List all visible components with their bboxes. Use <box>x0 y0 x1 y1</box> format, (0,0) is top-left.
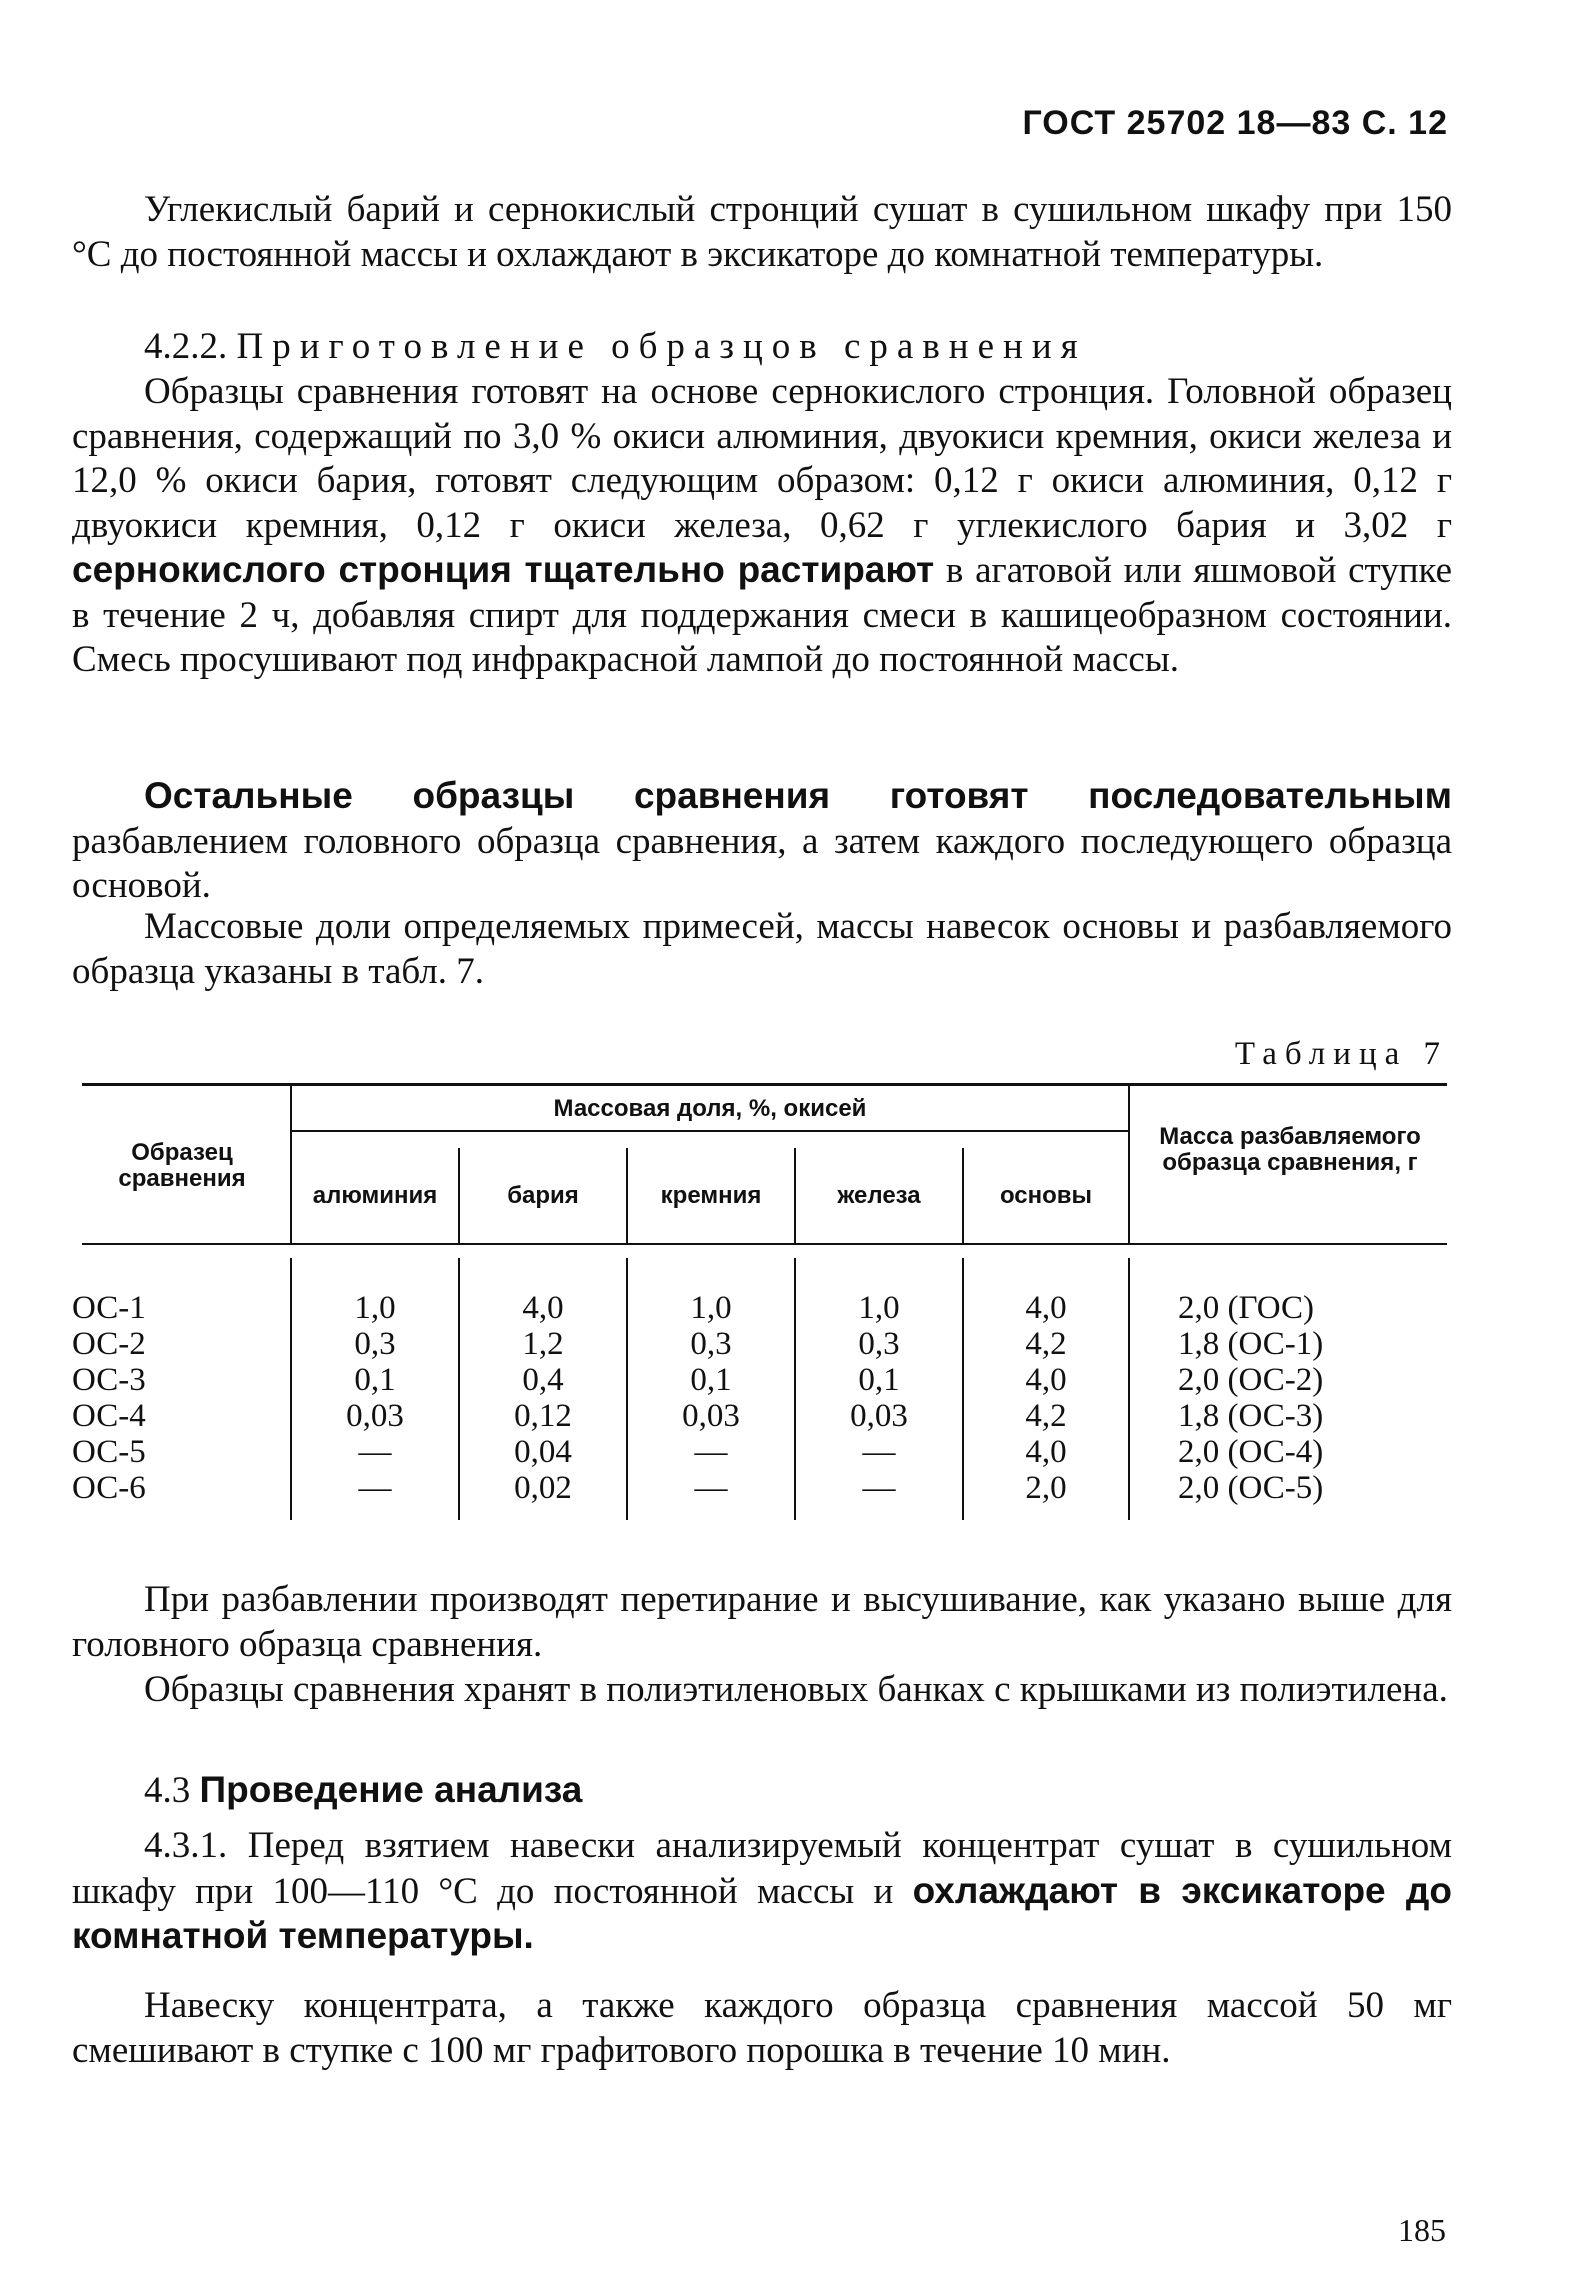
table-cell: ОС-5 <box>72 1434 146 1470</box>
table-cell: 0,04 <box>514 1434 572 1470</box>
table-cell: 1,2 <box>522 1326 564 1362</box>
table-cell: ОС-1 <box>72 1290 146 1326</box>
table-cell: 0,1 <box>858 1362 900 1398</box>
section-number: 4.3 <box>144 1770 191 1811</box>
section-title: Приготовление образцов сравнения <box>236 326 1087 367</box>
table-cell: 1,0 <box>354 1290 396 1326</box>
table-col-mass <box>1178 1290 1323 1506</box>
table-cell: 4,0 <box>1025 1290 1067 1326</box>
table-cell: 4,2 <box>1025 1398 1067 1434</box>
table-cell: — <box>694 1434 728 1470</box>
table-cell: — <box>862 1434 896 1470</box>
table-col-header: кремния <box>660 1182 762 1209</box>
table-col-header: железа <box>837 1182 921 1209</box>
table-caption: Таблица 7 <box>1234 1036 1448 1072</box>
table-cell: 1,8 (ОС-1) <box>1178 1326 1324 1362</box>
running-header: ГОСТ 25702 18—83 С. 12 <box>1022 104 1448 142</box>
table-col-iron <box>796 1290 962 1506</box>
table-cell: 2,0 (ОС-5) <box>1178 1470 1324 1506</box>
table-group-rule <box>292 1130 1128 1132</box>
section-number: 4.2.2. <box>144 326 228 367</box>
table-cell: — <box>358 1470 392 1506</box>
table-cell: 4,0 <box>1025 1362 1067 1398</box>
table-cell: ОС-2 <box>72 1326 146 1362</box>
table-cell: 0,3 <box>858 1326 900 1362</box>
table-cell: 2,0 (ОС-4) <box>1178 1434 1324 1470</box>
table-cell: — <box>862 1470 896 1506</box>
paragraph-dilution: При разбавлении производят перетирание и высушивание, как указано выше для головного образца сравнения. <box>72 1579 1452 1665</box>
table-cell: 4,0 <box>1025 1434 1067 1470</box>
bold-run: охлаждают в эксикаторе до комнатной температуры. <box>72 1869 1452 1956</box>
table-cell: 0,1 <box>690 1362 732 1398</box>
table-col-header: основы <box>999 1182 1093 1209</box>
bold-run: Остальные образцы сравнения готовят последовательным <box>144 775 1452 816</box>
table-header-mass-fraction: Массовая доля, %, окисей <box>553 1095 867 1122</box>
table-cell: ОС-4 <box>72 1398 146 1434</box>
paragraph-head-sample <box>72 370 1452 683</box>
table-cell: 0,4 <box>522 1362 564 1398</box>
table-cell: — <box>358 1434 392 1470</box>
paragraph-4-3-1 <box>72 1824 1452 1960</box>
table-cell: ОС-3 <box>72 1362 146 1398</box>
table-cell: 1,0 <box>858 1290 900 1326</box>
table-cell: — <box>694 1470 728 1506</box>
section-heading-4-3 <box>72 1768 1452 1814</box>
table-col-barium <box>460 1290 626 1506</box>
table-cell: 2,0 <box>1025 1470 1067 1506</box>
table-cell: 0,03 <box>682 1398 740 1434</box>
table-header-mass: Масса разбавляемого образца сравнения, г <box>1159 1123 1421 1176</box>
text-run: разбавлением головного образца сравнения, а затем каждого последующего образца основой. <box>72 820 1452 906</box>
text-run: 4.3.1. Перед взятием навески анализируемый концентрат сушат в сушильном шкафу при 100—110 °С до постоянной массы и <box>72 1825 1452 1912</box>
text-run: Образцы сравнения готовят на основе сернокислого стронция. Головной образец сравнения, содержащий по 3,0 % окиси алюминия, двуокиси кремния, окиси железа и 12,0 % окиси бария, готовят следующим образом: 0,12 г окиси алюминия, 0,12 г двуокиси кремния, 0,12 г окиси железа, 0,62 г углекислого бария и 3,02 г <box>72 371 1452 546</box>
table-top-rule <box>82 1083 1447 1086</box>
table-cell: ОС-6 <box>72 1470 146 1506</box>
table-col-base <box>964 1290 1128 1506</box>
table-cell: 0,3 <box>690 1326 732 1362</box>
table-cell: 2,0 (ГОС) <box>1178 1290 1314 1326</box>
table-col-header: бария <box>507 1182 579 1209</box>
table-cell: 4,2 <box>1025 1326 1067 1362</box>
table-col-header: алюминия <box>312 1182 438 1209</box>
text-run: в агатовой или яшмовой ступке в течение 2 ч, добавляя спирт для поддержания смеси в кашицеобразном состоянии. Смесь просушивают под инфракрасной лампой до постоянной массы. <box>72 550 1452 680</box>
table-cell: 4,0 <box>522 1290 564 1326</box>
table-cell: 1,0 <box>690 1290 732 1326</box>
page-number: 185 <box>1398 2212 1446 2248</box>
table-cell: 2,0 (ОС-2) <box>1178 1362 1324 1398</box>
table-cell: 1,8 (ОС-3) <box>1178 1398 1324 1434</box>
paragraph-storage: Образцы сравнения хранят в полиэтиленовых банках с крышками из полиэтилена. <box>144 1669 1448 1710</box>
table-cell: 0,03 <box>346 1398 404 1434</box>
section-heading-4-2-2 <box>72 325 1452 370</box>
table-col-silica <box>628 1290 794 1506</box>
table-cell: 0,3 <box>354 1326 396 1362</box>
table-col-samples <box>72 1290 146 1506</box>
table-col-alumina <box>292 1290 458 1506</box>
paragraph-table-ref: Массовые доли определяемых примесей, массы навесок основы и разбавляемого образца указаны в табл. 7. <box>72 906 1452 992</box>
table-cell: 0,1 <box>354 1362 396 1398</box>
bold-run: сернокислого стронция тщательно растирают <box>72 549 935 590</box>
paragraph-mixing: Навеску концентрата, а также каждого образца сравнения массой 50 мг смешивают в ступке с 100 мг графитового порошка в течение 10 мин. <box>72 1985 1452 2071</box>
table-vline <box>1128 1258 1130 1520</box>
table-cell: 0,02 <box>514 1470 572 1506</box>
table-header-rule <box>82 1243 1447 1245</box>
table-cell: 0,12 <box>514 1398 572 1434</box>
section-title: Проведение анализа <box>199 1769 583 1810</box>
table-cell: 0,03 <box>850 1398 908 1434</box>
paragraph-other-samples <box>72 774 1452 909</box>
table-vline <box>1128 1086 1130 1244</box>
paragraph-drying: Углекислый барий и сернокислый стронций сушат в сушильном шкафу при 150 °С до постоянной массы и охлаждают в эксикаторе до комнатной температуры. <box>72 189 1452 275</box>
table-header-sample: Образец сравнения <box>118 1139 246 1192</box>
